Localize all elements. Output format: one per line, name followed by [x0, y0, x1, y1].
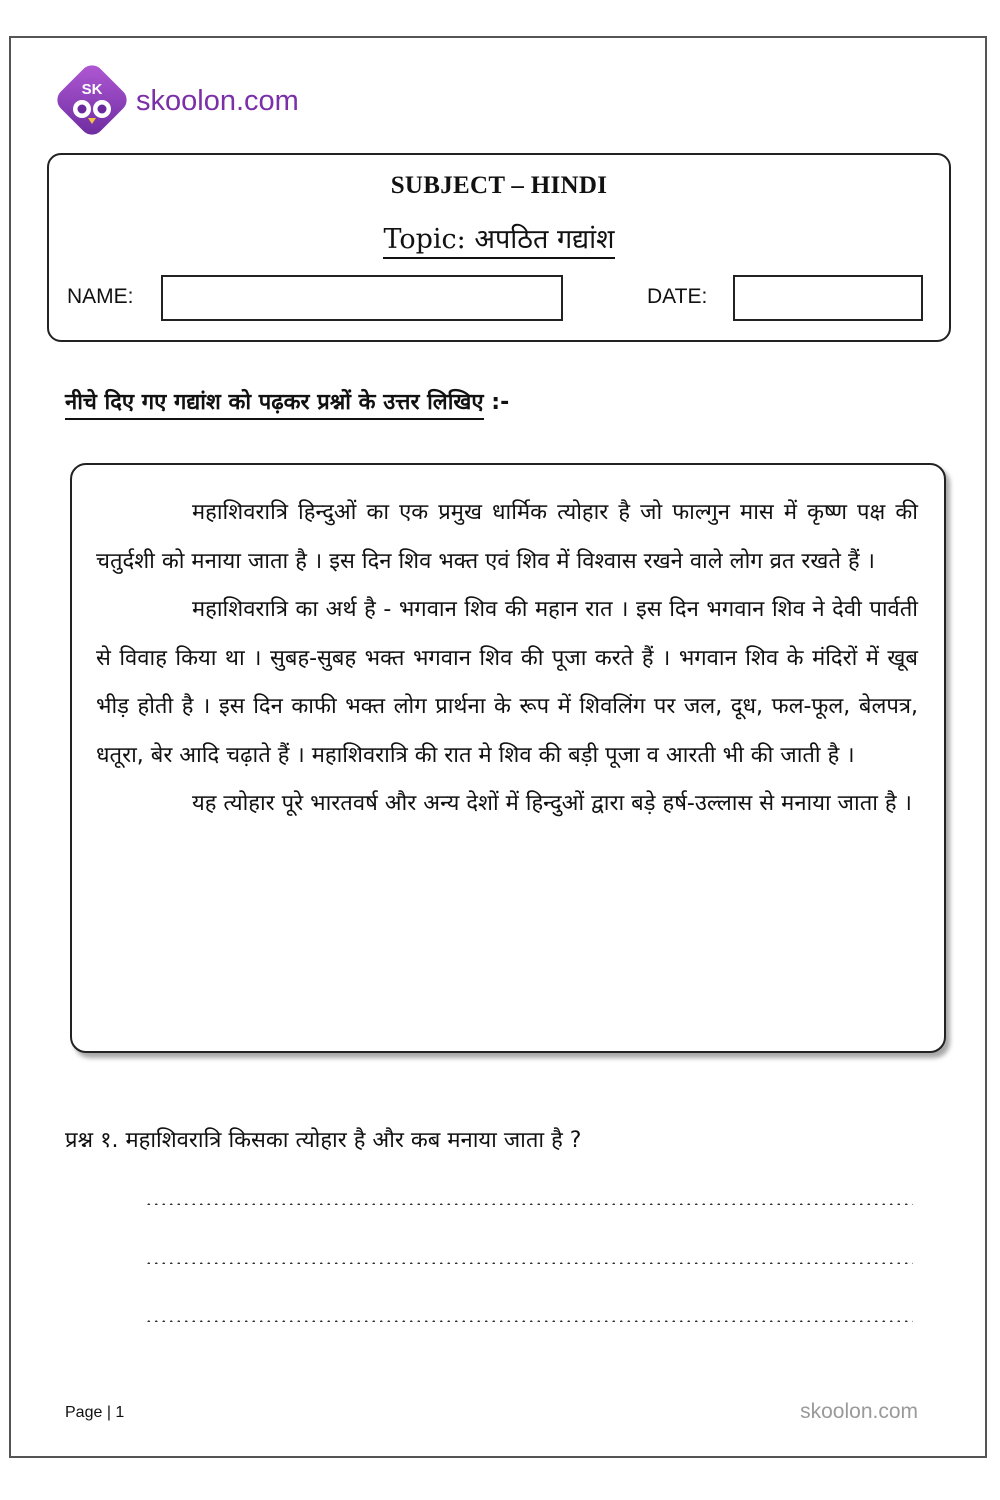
owl-logo-icon: [50, 58, 134, 142]
passage-paragraph: यह त्योहार पूरे भारतवर्ष और अन्य देशों में हिन्दुओं द्वारा बड़े हर्ष-उल्लास से मनाया जाता है ।: [192, 791, 912, 816]
question-1: प्रश्न १. महाशिवरात्रि किसका त्योहार है और कब मनाया जाता है ?: [65, 1128, 582, 1153]
logo-text: skoolon.com: [136, 84, 299, 117]
header-box: [47, 153, 951, 342]
date-field[interactable]: [733, 275, 923, 321]
answer-line[interactable]: [145, 1262, 913, 1264]
name-label: NAME:: [67, 285, 134, 308]
date-label: DATE:: [647, 285, 708, 308]
instruction-heading: [65, 386, 509, 416]
passage-paragraph: महाशिवरात्रि हिन्दुओं का एक प्रमुख धार्मिक त्योहार है जो फाल्गुन मास में कृष्ण पक्ष की चतुर्दशी को मनाया जाता है । इस दिन शिव भक्त एवं शिव में विश्वास रखने वाले लोग व्रत रखते हैं ।: [96, 500, 918, 574]
answer-line[interactable]: [145, 1320, 913, 1322]
topic-title: [49, 219, 949, 256]
skoolon-logo: [50, 58, 299, 142]
svg-text:SK: SK: [81, 81, 103, 98]
passage-box: [70, 463, 946, 1053]
name-field[interactable]: [161, 275, 563, 321]
topic-text: Topic: अपठित गद्यांश: [383, 224, 614, 259]
instruction-suffix: :-: [491, 390, 510, 415]
footer-site: skoolon.com: [800, 1400, 918, 1423]
passage: [96, 489, 918, 829]
subject-title: SUBJECT – HINDI: [390, 172, 608, 199]
answer-line[interactable]: [145, 1203, 913, 1205]
passage-paragraph: महाशिवरात्रि का अर्थ है - भगवान शिव की महान रात । इस दिन भगवान शिव ने देवी पार्वती से विवाह किया था । सुबह-सुबह भक्त भगवान शिव की पूजा करते हैं । भगवान शिव के मंदिरों में खूब भीड़ होती है । इस दिन काफी भक्त लोग प्रार्थना के रूप में शिवलिंग पर जल, दूध, फल-फूल, बेलपत्र, धतूरा, बेर आदि चढ़ाते हैं । महाशिवरात्रि की रात मे शिव की बड़ी पूजा व आरती भी की जाती है ।: [96, 597, 918, 768]
instruction-text: नीचे दिए गए गद्यांश को पढ़कर प्रश्नों के उत्तर लिखिए: [65, 390, 484, 420]
page-number: Page | 1: [65, 1404, 125, 1421]
